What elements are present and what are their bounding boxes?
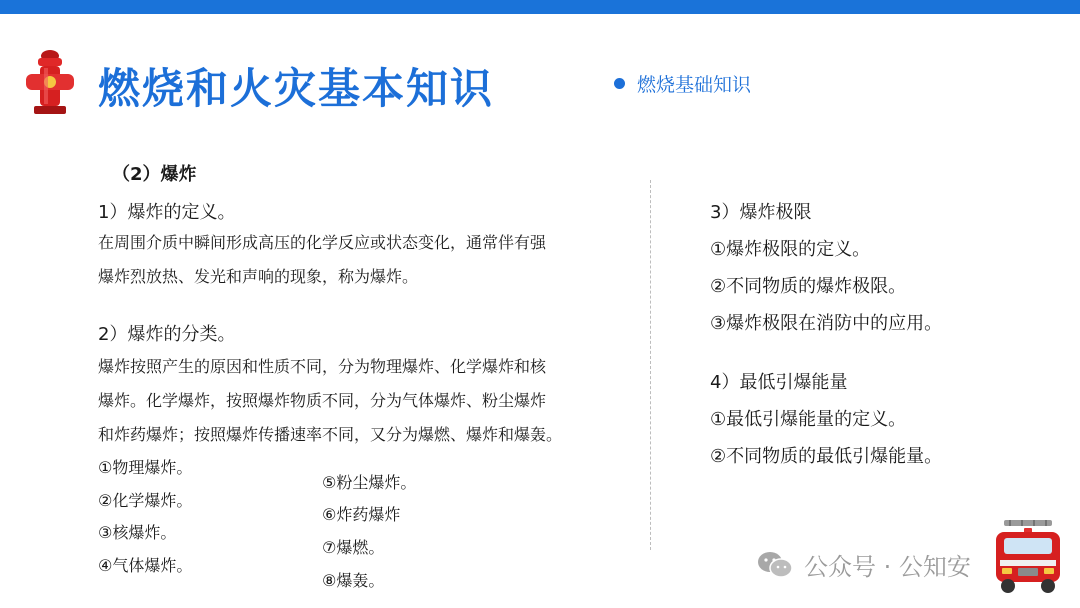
- page-title: 燃烧和火灾基本知识: [98, 64, 495, 113]
- watermark: [756, 547, 971, 582]
- watermark-text: 公众号 · 公知安: [804, 553, 971, 581]
- list-item: ③核爆炸。: [98, 523, 177, 542]
- list-item: ①物理爆炸。: [98, 458, 193, 477]
- list-item: ①最低引爆能量的定义。: [710, 409, 907, 430]
- classification-line: 爆炸按照产生的原因和性质不同，分为物理爆炸、化学爆炸和核: [98, 357, 547, 376]
- classification-line: 和炸药爆炸；按照爆炸传播速率不同，又分为爆燃、爆炸和爆轰。: [98, 425, 563, 444]
- fire-truck-icon: [990, 516, 1066, 596]
- classification-line: 爆炸。化学爆炸，按照爆炸物质不同，分为气体爆炸、粉尘爆炸: [98, 391, 547, 410]
- list-item: ①爆炸极限的定义。: [710, 239, 871, 260]
- fire-hydrant-icon: [22, 46, 78, 118]
- wechat-icon: [756, 550, 794, 580]
- list-item: ⑧爆轰。: [322, 571, 385, 590]
- subheading-explosion-limit: 3）爆炸极限: [710, 202, 812, 223]
- column-divider: [650, 180, 651, 550]
- heading-explosion: （2）爆炸: [112, 164, 197, 185]
- subheading-min-ignition-energy: 4）最低引爆能量: [710, 372, 848, 393]
- top-accent-bar: [0, 0, 1080, 14]
- definition-line: 在周围介质中瞬间形成高压的化学反应或状态变化，通常伴有强: [98, 233, 547, 252]
- definition-line: 爆炸烈放热、发光和声响的现象，称为爆炸。: [98, 267, 419, 286]
- list-item: ⑦爆燃。: [322, 538, 385, 557]
- subheading-definition: 1）爆炸的定义。: [98, 202, 236, 223]
- bullet-dot-icon: [614, 78, 625, 89]
- list-item: ⑥炸药爆炸: [322, 505, 401, 524]
- subheading-classification: 2）爆炸的分类。: [98, 324, 236, 345]
- section-label: 燃烧基础知识: [637, 74, 752, 96]
- list-item: ②不同物质的爆炸极限。: [710, 276, 907, 297]
- list-item: ⑤粉尘爆炸。: [322, 473, 417, 492]
- section-tag: [614, 70, 751, 97]
- list-item: ②不同物质的最低引爆能量。: [710, 446, 943, 467]
- list-item: ④气体爆炸。: [98, 556, 193, 575]
- list-item: ②化学爆炸。: [98, 491, 193, 510]
- list-item: ③爆炸极限在消防中的应用。: [710, 313, 943, 334]
